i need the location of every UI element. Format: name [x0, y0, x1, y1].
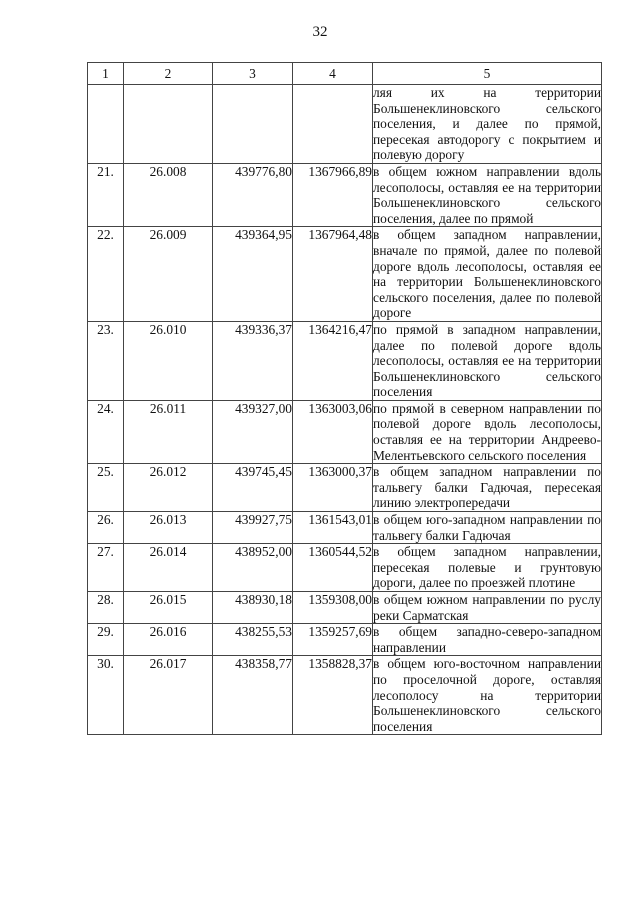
- point-number: 26.010: [124, 321, 213, 400]
- point-number: 26.014: [124, 544, 213, 592]
- table-row: [88, 656, 602, 735]
- empty-cell: [293, 85, 373, 164]
- point-number: 26.016: [124, 624, 213, 656]
- continuation-row: [88, 85, 602, 164]
- boundary-description: в общем южном направлении по руслу реки Сарматская: [373, 592, 601, 623]
- table-row: [88, 544, 602, 592]
- coordinate-x: 439927,75: [213, 512, 293, 544]
- point-number: 26.012: [124, 464, 213, 512]
- row-number: 26.: [88, 512, 124, 544]
- row-number: 21.: [88, 163, 124, 226]
- point-number: 26.015: [124, 592, 213, 624]
- column-header-4: 4: [293, 63, 373, 85]
- row-number: 28.: [88, 592, 124, 624]
- row-number: 27.: [88, 544, 124, 592]
- boundary-table: [87, 62, 602, 735]
- coordinate-y: 1358828,37: [293, 656, 373, 735]
- point-number: 26.011: [124, 400, 213, 463]
- table-row: [88, 321, 602, 400]
- coordinate-x: 439776,80: [213, 163, 293, 226]
- boundary-description: в общем западном направлении по тальвегу балки Гадючая, пересекая линию электропередачи: [373, 464, 601, 511]
- coordinate-y: 1363000,37: [293, 464, 373, 512]
- row-number: 22.: [88, 227, 124, 322]
- coordinate-y: 1367966,89: [293, 163, 373, 226]
- continuation-description: ляя их на территории Большенеклиновского сельского поселения, и далее по прямой, пересекая автодорогу с покрытием и полевую дорогу: [373, 85, 601, 163]
- boundary-description: в общем западном направлении, пересекая полевые и грунтовую дороги, далее по проезжей плотине: [373, 544, 601, 591]
- row-number: 25.: [88, 464, 124, 512]
- coordinate-x: 438930,18: [213, 592, 293, 624]
- boundary-description: в общем южном направлении вдоль лесополосы, оставляя ее на территории Большенеклиновского сельского поселения, далее по прямой: [373, 163, 601, 226]
- table-row: [88, 400, 602, 463]
- empty-cell: [213, 85, 293, 164]
- table-row: [88, 624, 602, 656]
- coordinate-x: 439327,00: [213, 400, 293, 463]
- boundary-description: в общем западно-северо-западном направлении: [373, 624, 601, 655]
- row-number: 24.: [88, 400, 124, 463]
- column-header-2: 2: [124, 63, 213, 85]
- coordinate-x: 438952,00: [213, 544, 293, 592]
- table-row: [88, 464, 602, 512]
- row-number: 23.: [88, 321, 124, 400]
- boundary-description: в общем западном направлении, вначале по прямой, далее по полевой дороге вдоль лесополосы, оставляя ее на территории Большенеклиновского сельского поселения, далее по полевой дороге: [373, 227, 601, 321]
- point-number: 26.009: [124, 227, 213, 322]
- row-number: 30.: [88, 656, 124, 735]
- boundary-description: в общем юго-восточном направлении по проселочной дороге, оставляя лесополосу на территории Большенеклиновского сельского поселения: [373, 656, 601, 734]
- coordinate-x: 439364,95: [213, 227, 293, 322]
- empty-cell: [124, 85, 213, 164]
- coordinate-x: 439336,37: [213, 321, 293, 400]
- coordinate-y: 1359308,00: [293, 592, 373, 624]
- table-row: [88, 227, 602, 322]
- point-number: 26.017: [124, 656, 213, 735]
- point-number: 26.008: [124, 163, 213, 226]
- page-number: 32: [312, 24, 328, 40]
- column-header-5: 5: [373, 63, 602, 85]
- coordinate-y: 1363003,06: [293, 400, 373, 463]
- column-header-3: 3: [213, 63, 293, 85]
- table-row: [88, 163, 602, 226]
- coordinate-y: 1364216,47: [293, 321, 373, 400]
- boundary-description: в общем юго-западном направлении по тальвегу балки Гадючая: [373, 512, 601, 543]
- table-row: [88, 592, 602, 624]
- row-number: 29.: [88, 624, 124, 656]
- coordinate-y: 1360544,52: [293, 544, 373, 592]
- point-number: 26.013: [124, 512, 213, 544]
- coordinate-y: 1361543,01: [293, 512, 373, 544]
- table-row: [88, 512, 602, 544]
- empty-cell: [88, 85, 124, 164]
- column-header-1: 1: [88, 63, 124, 85]
- coordinate-y: 1367964,48: [293, 227, 373, 322]
- header-row: [88, 63, 602, 85]
- coordinate-x: 439745,45: [213, 464, 293, 512]
- coordinate-x: 438358,77: [213, 656, 293, 735]
- boundary-description: по прямой в западном направлении, далее по полевой дороге вдоль лесополосы, оставляя ее на территории Большенеклиновского сельского поселения: [373, 321, 601, 400]
- coordinate-x: 438255,53: [213, 624, 293, 656]
- coordinate-y: 1359257,69: [293, 624, 373, 656]
- boundary-description: по прямой в северном направлении по полевой дороге вдоль лесополосы, оставляя ее на территории Андреево-Мелентьевского сельского поселения: [373, 400, 601, 463]
